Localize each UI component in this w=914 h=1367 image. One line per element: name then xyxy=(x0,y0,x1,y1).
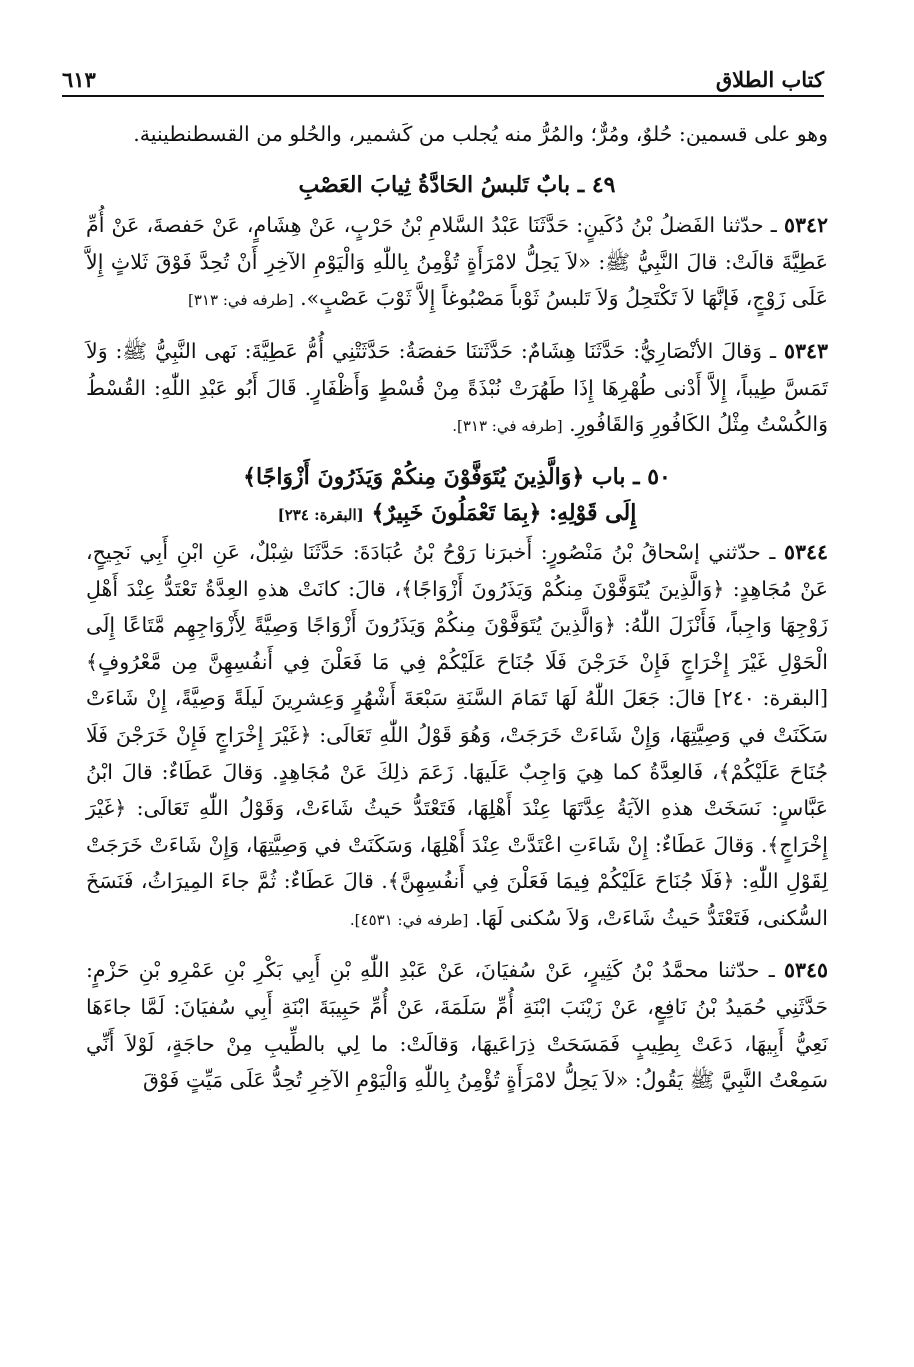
hadith-text: ـ حدّثني إسْحاقُ بْنُ مَنْصُورٍ: أَخبرَنا رَوْحُ بْنُ عُبَادَةَ: حَدَّثَنَا شِبْلٌ، عَنِ ابْنِ أَبِي نَجِيحٍ، عَنْ مُجَاهِدٍ: ﴿وَالَّذِينَ يُتَوَفَّوْنَ مِنكُمْ وَيَذَرُونَ أَزْوَاجًا﴾، قالَ: كانَتْ هذهِ العِدَّةُ تَعْتَدُّ عِنْدَ أَهْلِ زَوْجِهَا وَاجِباً، فَأَنْزَلَ اللّٰهُ: ﴿وَالَّذِينَ يُتَوَفَّوْنَ مِنكُمْ وَيَذَرُونَ أَزْوَاجًا وَصِيَّةً لِأَزْوَاجِهِم مَّتَاعًا إِلَى الْحَوْلِ غَيْرَ إِخْرَاجٍ فَإِنْ خَرَجْنَ فَلَا جُنَاحَ عَلَيْكُمْ فِي مَا فَعَلْنَ فِي أَنفُسِهِنَّ مِن مَّعْرُوفٍ﴾ [البقرة: ٢٤٠] قالَ: جَعَلَ اللّٰهُ لَهَا تَمَامَ السَّنَةِ سَبْعَةَ أَشْهُرٍ وَعِشرِينَ لَيلَةً وَصِيَّةً، إِنْ شَاءَتْ سَكَنَتْ في وَصِيَّتِهَا، وَإِنْ شَاءَتْ خَرَجَتْ، وَهُوَ قَوْلُ اللّٰهِ تَعَالَى: ﴿غَيْرَ إِخْرَاجٍ فَإِنْ خَرَجْنَ فَلَا جُنَاحَ عَلَيْكُمْ﴾، فَالعِدَّةُ كما هِيَ وَاجِبٌ عَلَيهَا. زَعَمَ ذلِكَ عَنْ مُجَاهِدٍ. وَقالَ عَطَاءٌ: قالَ ابْنُ عَبَّاسٍ: نَسَخَتْ هذهِ الآيَةُ عِدَّتَهَا عِنْدَ أَهْلِهَا، فَتَعْتَدُّ حَيثُ شَاءَتْ، وَقَوْلُ اللّٰهِ تَعَالَى: ﴿غَيْرَ إِخْرَاجٍ﴾. وَقالَ عَطَاءٌ: إِنْ شَاءَتِ اعْتَدَّتْ عِنْدَ أَهْلِهَا، وَسَكَنَتْ في وَصِيَّتِهَا، وَإِنْ شَاءَتْ خَرَجَتْ لِقَوْلِ اللّٰهِ: ﴿فَلَا جُنَاحَ عَلَيْكُمْ فِيمَا فَعَلْنَ فِي أَنفُسِهِنَّ﴾. قالَ عَطَاءٌ: ثُمَّ جاءَ المِيرَاثُ، فَنَسَخَ السُّكنى، فَتَعْتَدُّ حَيثُ شَاءَتْ، وَلاَ سُكنى لَهَا. xyxy=(86,539,828,930)
hadith-text: ـ حدّثنا محمَّدُ بْنُ كَثِيرٍ، عَنْ سُفيَانَ، عَنْ عَبْدِ اللّٰهِ بْنِ أَبِي بَكْرِ بْنِ عَمْرِو بْنِ حَزْمٍ: حَدَّثَنِي حُمَيدُ بْنُ نَافِعٍ، عَنْ زَيْنَبَ ابْنَةِ أُمِّ سَلَمَةَ، عَنْ أُمِّ حَبِيبَةَ ابْنَةِ أَبِي سُفيَانَ: لَمَّا جاءَهَا نَعِيُّ أَبِيهَا، دَعَتْ بِطِيبٍ فَمَسَحَتْ ذِرَاعَيهَا، وَقالَتْ: ما لِي بالطِّيبِ مِنْ حاجَةٍ، لَوْلاَ أَنِّي سَمِعْتُ النَّبِيَّ ﷺ يَقُولُ: «لاَ يَحِلُّ لامْرَأَةٍ تُؤْمِنُ بِاللّٰهِ وَالْيَوْمِ الآخِرِ تُحِدُّ عَلَى مَيِّتٍ فَوْقَ xyxy=(86,958,828,1093)
page-header xyxy=(62,58,824,92)
intro-paragraph: وهو على قسمين: حُلوٌ، ومُرٌّ؛ والمُرُّ منه يُجلب من كَشمير، والحُلو من القسطنطينية. xyxy=(133,122,828,146)
page-body xyxy=(86,116,828,1347)
hadith-5344 xyxy=(86,534,828,939)
quran-reference: [البقرة: ٢٣٤] xyxy=(277,506,364,525)
hadith-text: ـ حدّثنا الفَضلُ بْنُ دُكَينٍ: حَدَّثَنَا عَبْدُ السَّلامِ بْنُ حَرْبٍ، عَنْ هِشَامٍ، عَنْ حَفصةَ، عَنْ أُمِّ عَطِيَّةَ قالَتْ: قالَ النَّبِيُّ ﷺ: «لاَ يَحِلُّ لامْرَأَةٍ تُؤْمِنُ بِاللّٰهِ وَالْيَوْمِ الآخِرِ أَنْ تُحِدَّ فَوْقَ ثَلاثٍ إِلاَّ عَلَى زَوْجٍ، فَإنَّهَا لاَ تَكْتَحِلُ وَلاَ تَلبسُ ثَوْباً مَصْبُوغاً إِلاَّ ثَوْبَ عَصْبٍ». xyxy=(86,213,828,311)
cross-reference: [طرفه في: ٣١٣] xyxy=(188,291,294,310)
hadith-number: ٥٣٤٣ xyxy=(783,338,828,363)
hadith-5343 xyxy=(86,333,828,445)
hadith-number: ٥٣٤٢ xyxy=(783,213,828,238)
chapter-50-subtitle xyxy=(86,495,828,534)
book-title: كتاب الطلاق xyxy=(715,67,824,92)
page-number: ٦١٣ xyxy=(62,67,96,92)
hadith-5345 xyxy=(86,952,828,1098)
cross-reference: [طرفه في: ٣١٣]. xyxy=(452,417,563,436)
hadith-text: ـ وَقالَ الأنْصَارِيُّ: حَدَّثَنَا هِشَامٌ: حَدَّثَتنَا حَفصَةُ: حَدَّثَتْنِي أُمُّ عَطِيَّةَ: نَهى النَّبِيُّ ﷺ: وَلاَ تَمَسَّ طِيباً، إِلاَّ أَدْنى طُهْرِهَا إِذَا طَهُرَتْ نُبْذَةً مِنْ قُسْطٍ وَأَظْفَارٍ. قَالَ أَبُو عَبْدِ اللّٰهِ: القُسْطُ وَالكُسْتُ مِثْلُ الكَافُورِ وَالقَافُورِ. xyxy=(86,338,828,437)
header-rule xyxy=(62,95,824,97)
chapter-49-title: ٤٩ ـ بابٌ تَلبسُ الحَادَّةُ ثِيابَ العَصْبِ xyxy=(298,171,616,198)
chapter-50-title: ٥٠ ـ باب ﴿وَالَّذِينَ يُتَوَفَّوْنَ مِنكُمْ وَيَذَرُونَ أَزْوَاجًا﴾ xyxy=(243,463,671,490)
cross-reference: [طرفه في: ٤٥٣١]. xyxy=(349,910,469,929)
hadith-number: ٥٣٤٥ xyxy=(783,958,828,983)
hadith-5342 xyxy=(86,207,828,319)
chapter-50-line2: إِلَى قَوْلِهِ: ﴿بِمَا تَعْمَلُونَ خَبِيرٌ﴾ xyxy=(371,500,637,527)
hadith-number: ٥٣٤٤ xyxy=(783,539,828,564)
